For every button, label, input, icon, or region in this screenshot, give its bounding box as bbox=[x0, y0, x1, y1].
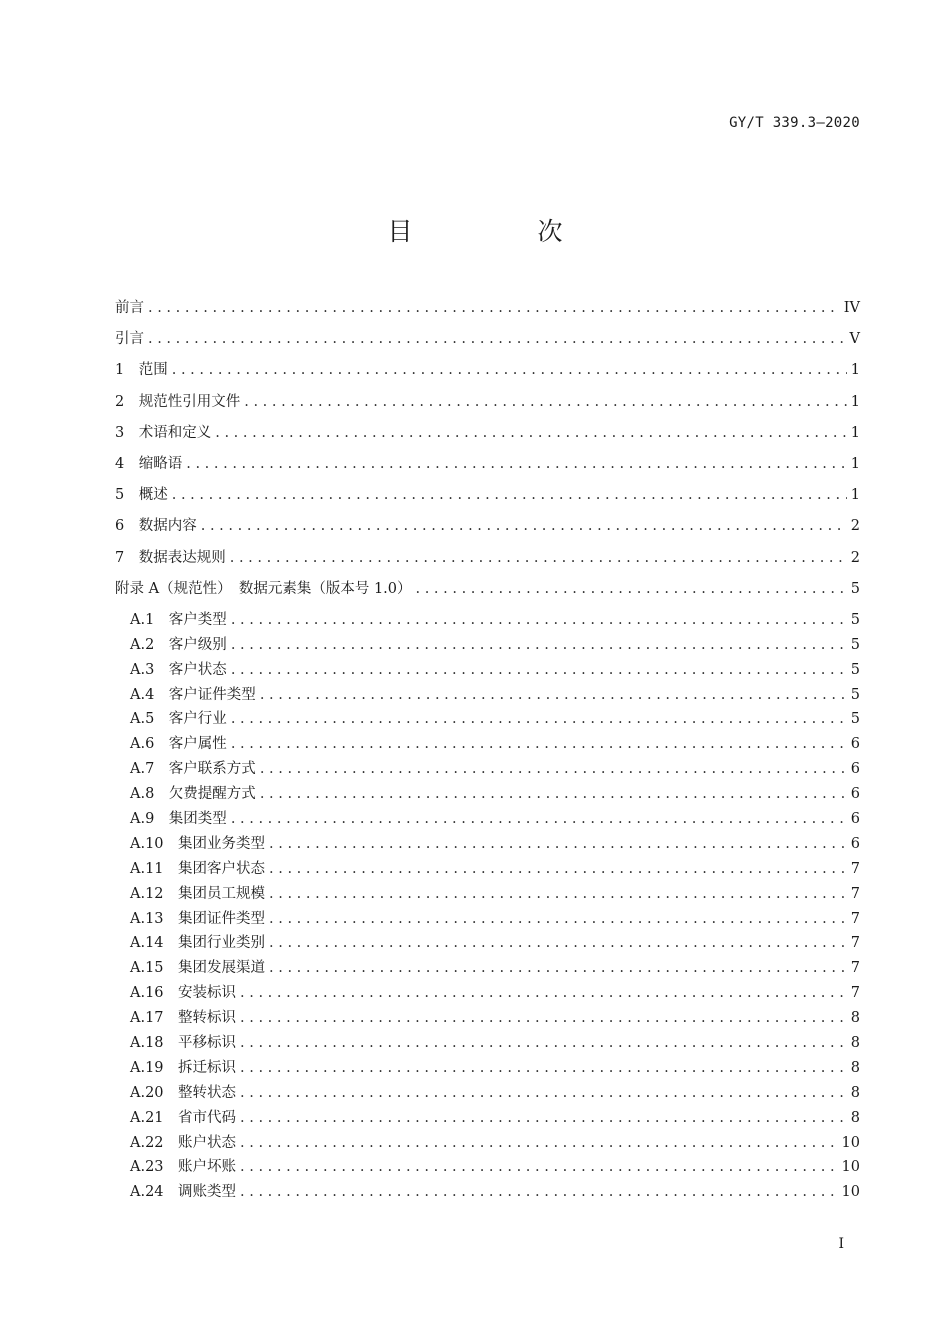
toc-leader-dots bbox=[260, 786, 847, 802]
toc-entry-page: 5 bbox=[850, 686, 860, 703]
toc-entry-label: 2 规范性引用文件 bbox=[115, 393, 241, 410]
toc-entry-label: 引言 bbox=[115, 331, 144, 348]
toc-leader-dots bbox=[240, 1010, 847, 1026]
toc-entry-page: 2 bbox=[850, 518, 860, 535]
standard-code: GY/T 339.3—2020 bbox=[729, 115, 860, 131]
toc-entry-page: 6 bbox=[850, 761, 860, 778]
toc-entry-page: 1 bbox=[850, 362, 860, 379]
toc-leader-dots bbox=[172, 487, 847, 503]
toc-leader-dots bbox=[269, 836, 847, 852]
toc-leader-dots bbox=[172, 362, 847, 378]
toc-entry[interactable] bbox=[115, 931, 860, 956]
toc-leader-dots bbox=[240, 985, 847, 1001]
toc-entry[interactable] bbox=[115, 1106, 860, 1131]
toc-entry[interactable] bbox=[115, 1056, 860, 1081]
toc-entry-page: 1 bbox=[850, 424, 860, 441]
toc-entry-label: 前言 bbox=[115, 300, 144, 316]
toc-entry-page: 7 bbox=[850, 860, 860, 877]
toc-entry-label: A.8 欠费提醒方式 bbox=[130, 786, 256, 803]
toc-entry-page: 6 bbox=[850, 811, 860, 827]
toc-leader-dots bbox=[231, 811, 847, 827]
toc-entry-label: A.19 拆迁标识 bbox=[130, 1059, 237, 1076]
toc-entry-page: 7 bbox=[850, 960, 860, 977]
toc-entry-label: A.9 集团类型 bbox=[130, 811, 227, 827]
toc-leader-dots bbox=[269, 960, 847, 976]
toc-entry[interactable] bbox=[115, 956, 860, 981]
toc-entry-label: A.1 客户类型 bbox=[130, 611, 227, 628]
toc-entry-label: 6 数据内容 bbox=[115, 518, 197, 535]
toc-entry-label: A.6 客户属性 bbox=[130, 736, 227, 753]
toc-leader-dots bbox=[240, 1085, 847, 1101]
toc-entry-page: 7 bbox=[850, 935, 860, 952]
toc-entry-label: A.18 平移标识 bbox=[130, 1035, 237, 1052]
toc-entry-label: A.2 客户级别 bbox=[130, 636, 227, 653]
toc-leader-dots bbox=[148, 300, 840, 316]
toc-entry-page: 5 bbox=[850, 611, 860, 628]
toc-leader-dots bbox=[260, 761, 847, 777]
toc-entry[interactable] bbox=[115, 514, 860, 545]
toc-entry[interactable] bbox=[115, 296, 860, 327]
toc-entry-label: A.13 集团证件类型 bbox=[130, 910, 266, 927]
toc-leader-dots bbox=[269, 861, 847, 877]
toc-entry-label: A.3 客户状态 bbox=[130, 661, 227, 678]
toc-leader-dots bbox=[230, 550, 847, 566]
toc-entry[interactable] bbox=[115, 1180, 860, 1205]
toc-entry[interactable] bbox=[115, 1081, 860, 1106]
toc-entry-label: 附录 A（规范性） 数据元素集（版本号 1.0） bbox=[115, 580, 412, 597]
toc-entry[interactable] bbox=[115, 683, 860, 708]
toc-entry-page: 5 bbox=[850, 636, 860, 653]
toc-entry[interactable] bbox=[115, 981, 860, 1006]
toc-appendix-entries bbox=[115, 608, 860, 1205]
toc-entry-page: 8 bbox=[850, 1109, 860, 1126]
toc-entry[interactable] bbox=[115, 452, 860, 483]
toc-leader-dots bbox=[231, 612, 847, 628]
toc-leader-dots bbox=[231, 736, 847, 752]
toc-leader-dots bbox=[416, 581, 847, 597]
toc-entry-label: A.21 省市代码 bbox=[130, 1109, 237, 1126]
toc-entry[interactable] bbox=[115, 546, 860, 577]
toc-entry-page: 5 bbox=[850, 711, 860, 728]
toc-entry[interactable] bbox=[115, 907, 860, 932]
toc-entry-label: A.15 集团发展渠道 bbox=[130, 960, 266, 977]
toc-leader-dots bbox=[269, 886, 847, 902]
toc-entry[interactable] bbox=[115, 782, 860, 807]
toc-leader-dots bbox=[201, 518, 847, 534]
toc-entry[interactable] bbox=[115, 1006, 860, 1031]
toc-entry[interactable] bbox=[115, 421, 860, 452]
toc-entry-label: A.10 集团业务类型 bbox=[130, 835, 266, 852]
toc-entry-label: A.5 客户行业 bbox=[130, 711, 227, 728]
toc-entry[interactable] bbox=[115, 358, 860, 389]
toc-entry-label: A.17 整转标识 bbox=[130, 1010, 237, 1027]
toc-entry-page: 7 bbox=[850, 985, 860, 1002]
toc-entry-label: A.16 安装标识 bbox=[130, 985, 237, 1002]
toc-entry-label: A.22 账户状态 bbox=[130, 1134, 237, 1151]
toc-entry[interactable] bbox=[115, 658, 860, 683]
toc-entry[interactable] bbox=[115, 327, 860, 358]
toc-main-entries bbox=[115, 296, 860, 608]
toc-entry-label: A.11 集团客户状态 bbox=[130, 860, 266, 877]
toc-entry[interactable] bbox=[115, 807, 860, 832]
toc-entry-page: 6 bbox=[850, 835, 860, 852]
toc-leader-dots bbox=[240, 1159, 838, 1175]
toc-entry-label: 7 数据表达规则 bbox=[115, 549, 226, 566]
toc-entry[interactable] bbox=[115, 707, 860, 732]
toc-entry-page: 5 bbox=[850, 661, 860, 678]
toc-leader-dots bbox=[231, 637, 847, 653]
toc-entry-page: 7 bbox=[850, 910, 860, 927]
toc-leader-dots bbox=[231, 711, 847, 727]
toc-entry-label: A.20 整转状态 bbox=[130, 1084, 237, 1101]
toc-entry[interactable] bbox=[115, 483, 860, 514]
toc-entry[interactable] bbox=[115, 732, 860, 757]
toc-leader-dots bbox=[148, 331, 846, 347]
toc-entry-label: A.24 调账类型 bbox=[130, 1184, 237, 1201]
page-number: I bbox=[838, 1236, 844, 1252]
toc-leader-dots bbox=[269, 911, 847, 927]
toc-entry-page: 2 bbox=[850, 549, 860, 566]
toc-leader-dots bbox=[240, 1184, 838, 1200]
toc-entry[interactable] bbox=[115, 577, 860, 608]
toc-leader-dots bbox=[186, 456, 847, 472]
toc-entry[interactable] bbox=[115, 390, 860, 421]
toc-leader-dots bbox=[240, 1135, 838, 1151]
toc-entry-page: 8 bbox=[850, 1084, 860, 1101]
toc-entry-label: A.4 客户证件类型 bbox=[130, 686, 256, 703]
toc-entry-page: IV bbox=[843, 300, 860, 316]
toc-leader-dots bbox=[231, 662, 847, 678]
toc-entry-page: 1 bbox=[850, 455, 860, 472]
toc-entry-label: A.14 集团行业类别 bbox=[130, 935, 266, 952]
toc-entry-label: 1 范围 bbox=[115, 362, 168, 379]
toc-leader-dots bbox=[269, 935, 847, 951]
toc-entry-page: 7 bbox=[850, 885, 860, 902]
toc-entry-page: 10 bbox=[841, 1159, 860, 1176]
toc-entry-label: A.12 集团员工规模 bbox=[130, 885, 266, 902]
toc-entry[interactable] bbox=[115, 882, 860, 907]
toc-entry-page: V bbox=[849, 331, 860, 348]
toc-leader-dots bbox=[244, 394, 847, 410]
toc-entry-page: 8 bbox=[850, 1010, 860, 1027]
toc-entry-label: A.23 账户坏账 bbox=[130, 1159, 237, 1176]
toc-entry-page: 6 bbox=[850, 736, 860, 753]
toc-entry-label: A.7 客户联系方式 bbox=[130, 761, 256, 778]
toc-entry[interactable] bbox=[115, 857, 860, 882]
page-title: 目 次 bbox=[387, 217, 613, 246]
toc-entry[interactable] bbox=[115, 1031, 860, 1056]
toc-entry-page: 8 bbox=[850, 1059, 860, 1076]
toc-entry[interactable] bbox=[115, 633, 860, 658]
toc-leader-dots bbox=[240, 1060, 847, 1076]
toc-leader-dots bbox=[240, 1110, 847, 1126]
toc-entry[interactable] bbox=[115, 832, 860, 857]
table-of-contents bbox=[115, 296, 860, 1205]
toc-entry-label: 5 概述 bbox=[115, 487, 168, 504]
toc-entry-page: 10 bbox=[841, 1134, 860, 1151]
toc-entry[interactable] bbox=[115, 1131, 860, 1156]
toc-leader-dots bbox=[240, 1035, 847, 1051]
toc-entry-page: 5 bbox=[850, 580, 860, 597]
toc-entry[interactable] bbox=[115, 1155, 860, 1180]
toc-entry-page: 10 bbox=[841, 1184, 860, 1201]
toc-entry-page: 6 bbox=[850, 786, 860, 803]
toc-entry-page: 8 bbox=[850, 1035, 860, 1052]
toc-entry-page: 1 bbox=[850, 487, 860, 504]
toc-entry[interactable] bbox=[115, 757, 860, 782]
toc-entry-page: 1 bbox=[850, 393, 860, 410]
toc-leader-dots bbox=[215, 425, 847, 441]
toc-entry-label: 3 术语和定义 bbox=[115, 424, 212, 441]
toc-leader-dots bbox=[260, 687, 847, 703]
toc-entry[interactable] bbox=[115, 608, 860, 633]
toc-entry-label: 4 缩略语 bbox=[115, 455, 183, 472]
